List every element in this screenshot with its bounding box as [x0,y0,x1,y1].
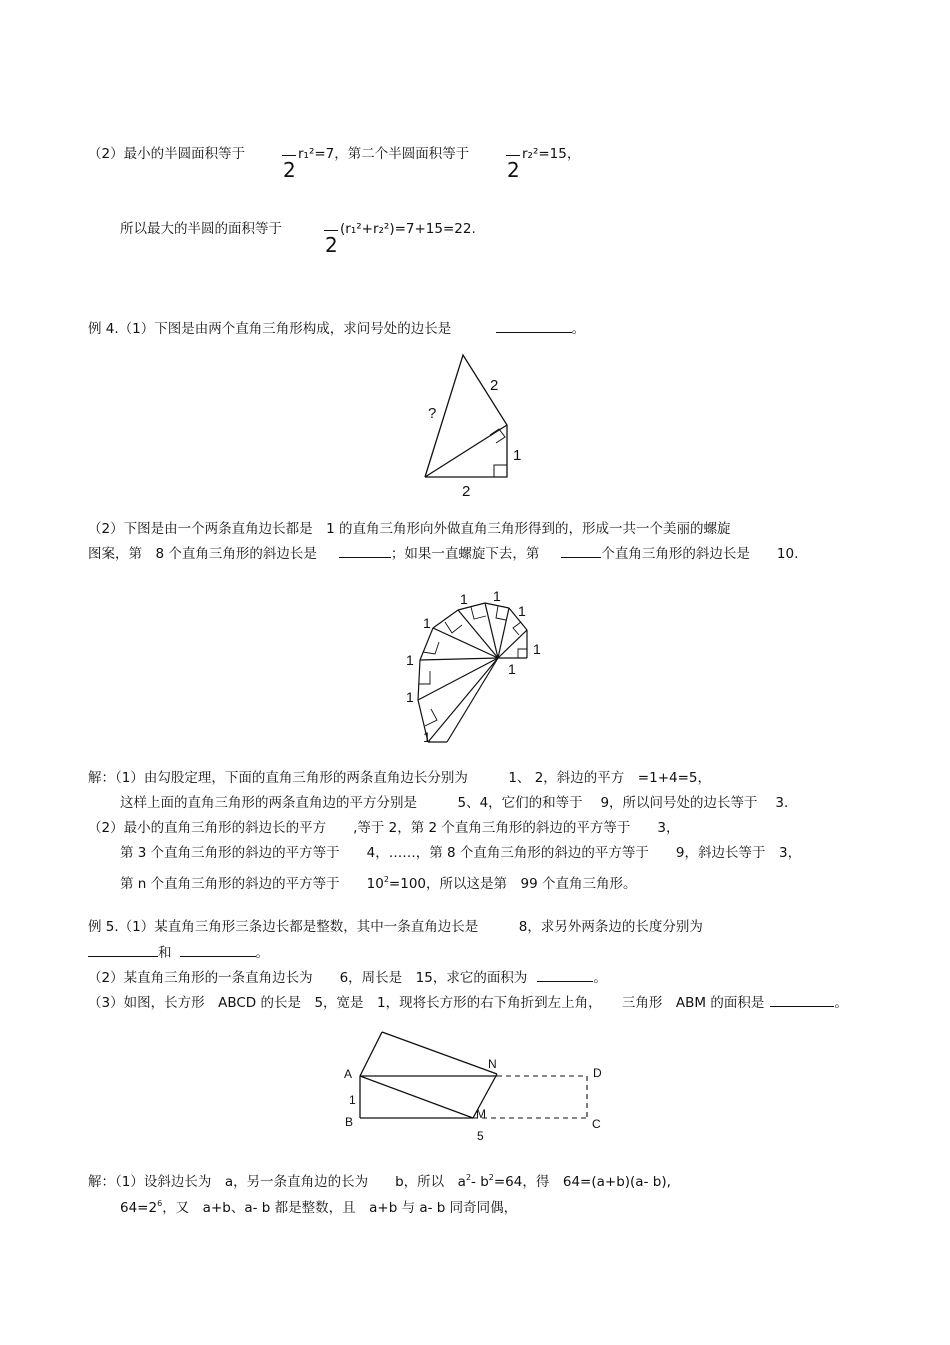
example5-q1: 例 5.（1）某直角三角形三条边长都是整数，其中一条直角边长是 8，求另外两条边的长度分别为 [88,919,703,935]
solution5-line2-sup: 6 [157,1199,163,1208]
fig-label-B: B [345,1115,354,1129]
semicircle-eq-2: r₂²=15， [522,146,581,162]
solution5-line2-b: ，又 a+b、a- b 都是整数，且 a+b 与 a- b 同奇同偶， [162,1199,518,1216]
solution5-line1-b: - b [471,1173,489,1190]
example4-q2-text1: 图案，第 8 个直角三角形的斜边长是 [88,546,317,562]
example4-q1-text: 例 4.（1）下图是由两个直角三角形构成，求问号处的边长是 [88,321,452,337]
solution5-line1-sup2: 2 [488,1173,494,1182]
example5-q1-end: 。 [255,945,269,961]
example4-q2-line1: （2）下图是由一个两条直角边长都是 1 的直角三角形向外做直角三角形得到的，形成一共一个美丽的螺旋 [88,521,731,537]
solution5-line1-sup1: 2 [465,1173,472,1182]
solution4-line1: 解：（1）由勾股定理，下面的直角三角形的两条直角边长分别为 1、 2，斜边的平方 =1+4=5， [88,770,712,786]
spiral-label: 1 [406,652,414,668]
fraction-denominator-2: 2 [507,158,520,182]
example4-q1-end: 。 [571,321,586,337]
spiral-label: 1 [533,641,541,657]
fig-label-C: C [592,1117,601,1131]
fig1-label-bottom: 2 [462,483,471,500]
spiral-label: 1 [518,603,526,619]
example5-q2-end: 。 [593,970,607,986]
fig1-label-top: 2 [490,377,499,394]
spiral-label: 1 [423,729,431,745]
fig-label-A: A [344,1067,353,1081]
fig1-label-right: 1 [513,447,522,464]
fig-label-M: M [476,1107,486,1121]
fig1-label-hyp: ? [428,405,437,422]
solution4-line4: 第 3 个直角三角形的斜边的平方等于 4，……，第 8 个直角三角形的斜边的平方等于 9，斜边长等于 3， [120,845,802,861]
spiral-label: 1 [493,588,501,604]
solution5-line1-c: =64，得 64=(a+b)(a- b), [493,1173,671,1190]
solution5-line2-a: 64=2 [120,1199,158,1216]
fraction-denominator-3: 2 [325,233,338,257]
solution4-line3: （2）最小的直角三角形的斜边长的平方 ,等于 2，第 2 个直角三角形的斜边的平方等于 3， [88,820,680,836]
fig-label-length: 5 [477,1129,484,1143]
solution5-line1 [88,1169,671,1191]
semicircle-eq-1: r₁²=7，第二个半圆面积等于 [298,146,470,162]
example4-q2-text3: 个直角三角形的斜边长是 10. [601,546,799,562]
fig-label-D: D [593,1066,602,1080]
example5-q3-text: （3）如图，长方形 ABCD 的长是 5，宽是 1，现将长方形的右下角折到左上角， 三角形 ABM 的面积是 [88,995,765,1011]
spiral-label: 1 [406,689,414,705]
fig-label-N: N [488,1057,497,1071]
example5-and: 和 [158,945,172,961]
example4-q2-text2: ；如果一直螺旋下去，第 [390,546,540,562]
solution4-line5-a: 第 n 个直角三角形的斜边的平方等于 10 [120,875,384,892]
example5-q3-end: 。 [834,995,848,1011]
fraction-denominator-1: 2 [283,158,296,182]
solution4-line2: 这样上面的直角三角形的两条直角边的平方分别是 5、4，它们的和等于 9，所以问号处的边长等于 3. [120,795,789,811]
example5-q2-text: （2）某直角三角形的一条直角边长为 6，周长是 15，求它的面积为 [88,970,528,986]
solution5-line2 [120,1195,517,1217]
spiral-label: 1 [508,661,516,677]
spiral-label: 1 [460,591,468,607]
spiral-label: 1 [423,615,431,631]
solution4-line5-b: =100，所以这是第 99 个直角三角形。 [388,875,637,892]
fig-label-width: 1 [349,1093,356,1107]
semicircle-line-2: 所以最大的半圆的面积等于 [120,221,282,237]
semicircle-eq-3: (r₁²+r₂²)=7+15=22. [340,221,476,237]
solution4-line5-sup: 2 [383,875,389,884]
semicircle-label: （2）最小的半圆面积等于 [88,146,246,162]
solution5-line1-a: 解：（1）设斜边长为 a，另一条直角边的长为 b，所以 a [88,1173,466,1190]
